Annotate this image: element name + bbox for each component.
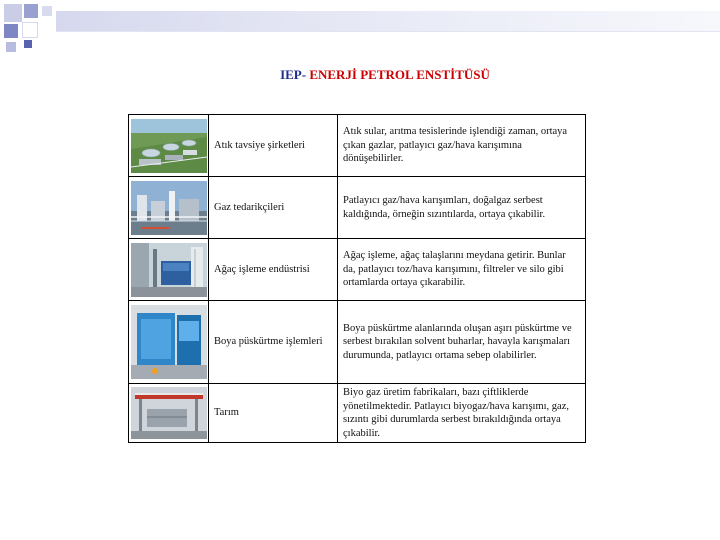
row-label: Ağaç işleme endüstrisi (209, 239, 338, 301)
row-description: Ağaç işleme, ağaç talaşlarını meydana getirir. Bunlar da, patlayıcı toz/hava karışımını, filtreler ve silo gibi ortamlarda ortaya çıkarabilir. (338, 239, 586, 301)
row-label: Gaz tedarikçileri (209, 177, 338, 239)
row-description: Boya püskürtme alanlarında oluşan aşırı püskürtme ve serbest bırakılan solvent buharlar, havayla karışmaları durumunda, patlayıcı ortama sebep olabilirler. (338, 301, 586, 384)
corner-decoration (0, 0, 720, 50)
deco-square (4, 4, 22, 22)
title-main: ENERJİ PETROL ENSTİTÜSÜ (306, 67, 490, 82)
header-divider (56, 31, 720, 32)
spray-booth-photo (131, 305, 207, 379)
title-prefix: IEP- (280, 67, 307, 82)
row-description: Patlayıcı gaz/hava karışımları, doğalgaz serbest kaldığında, örneğin sızıntılarda, ortaya çıkabilir. (338, 177, 586, 239)
row-label: Boya püskürtme işlemleri (209, 301, 338, 384)
biogas-farm-photo (131, 387, 207, 439)
row-description: Biyo gaz üretim fabrikaları, bazı çiftliklerde yönetilmektedir. Patlayıcı biyogaz/hava karışımı, gaz, sızıntı gibi durumlarda serbest bırakıldığında ortaya çıkabilir. (338, 384, 586, 443)
row-label: Tarım (209, 384, 338, 443)
wastewater-plant-photo (131, 119, 207, 173)
deco-square (24, 4, 38, 18)
deco-square (42, 6, 52, 16)
slide-title (0, 67, 720, 83)
table-row (129, 239, 586, 301)
deco-square (24, 40, 32, 48)
table-row (129, 384, 586, 443)
row-description: Atık sular, arıtma tesislerinde işlendiği zaman, ortaya çıkan gazlar, patlayıcı gaz/hava karışımına dönüşebilirler. (338, 115, 586, 177)
gas-facility-photo (131, 181, 207, 235)
table-row (129, 115, 586, 177)
deco-square (22, 22, 38, 38)
deco-square (4, 24, 18, 38)
table-row (129, 301, 586, 384)
row-label: Atık tavsiye şirketleri (209, 115, 338, 177)
header-band (56, 11, 720, 31)
wood-processing-photo (131, 243, 207, 297)
deco-square (6, 42, 16, 52)
hazard-sources-table (128, 114, 586, 443)
table-row (129, 177, 586, 239)
